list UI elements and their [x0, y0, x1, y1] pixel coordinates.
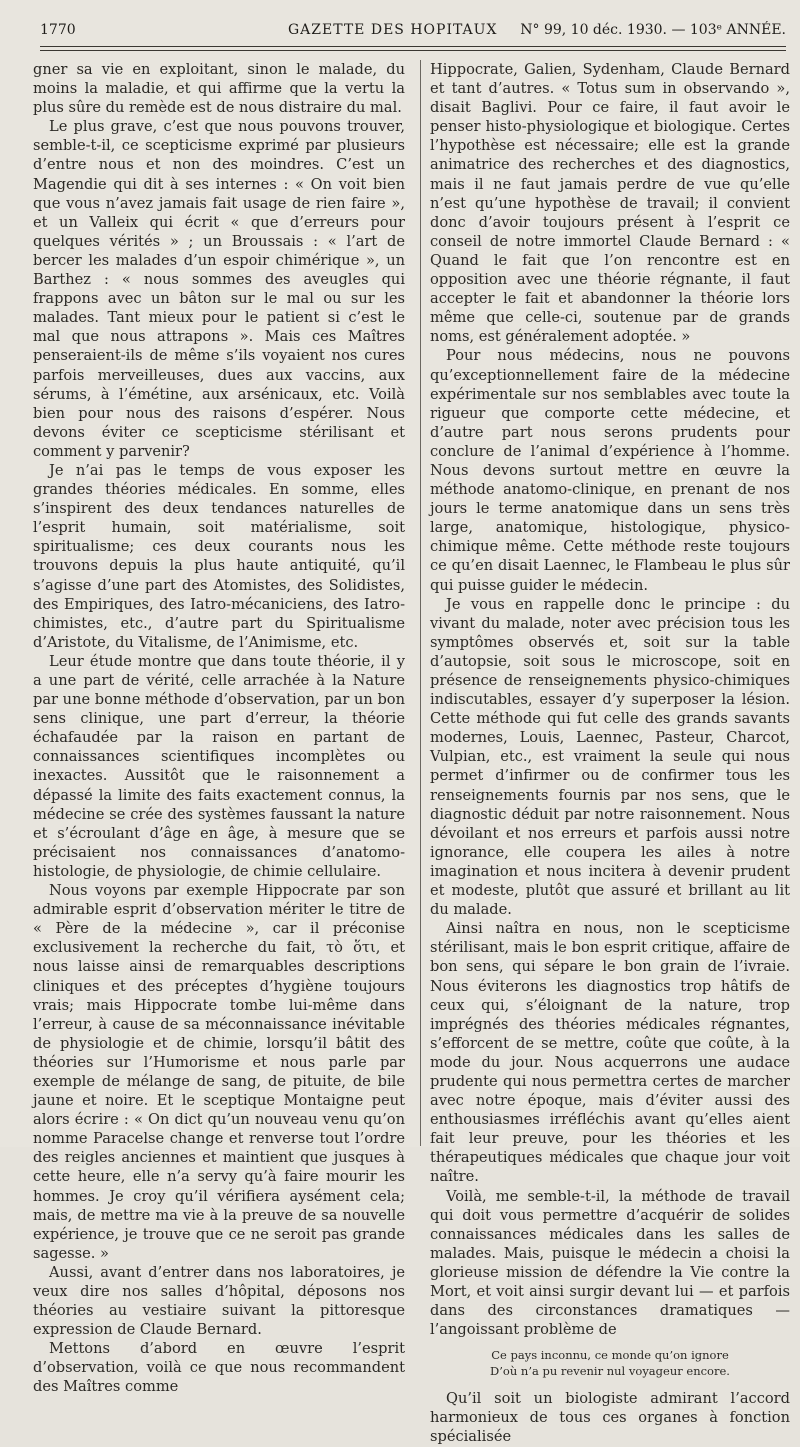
- paragraph: Je n’ai pas le temps de vous exposer les grandes théories médicales. En somme, elles s’inspirent des deux tendances naturelles de l’esprit humain, soit matérialisme, soit spiritualisme; ces deux courants nous les trouvons depuis la plus haute antiquité, qu’il s’agisse d’une part des Atomistes, des Solidistes, des Empiriques, des Iatro-mécaniciens, des Iatro-chimistes, etc., d’autre part du Spiritualisme d’Aristote, du Vitalisme, de l’Animisme, etc.: [33, 461, 405, 651]
- page-header: [40, 22, 786, 42]
- verse-line: D’où n’a pu revenir nul voyageur encore.: [490, 1364, 730, 1379]
- page-number: 1770: [40, 22, 76, 38]
- header-rule-bottom: [40, 50, 786, 51]
- issue-info: N° 99, 10 déc. 1930. — 103ᵉ ANNÉE.: [520, 22, 786, 38]
- paragraph: Leur étude montre que dans toute théorie, il y a une part de vérité, celle arrachée à la Nature par une bonne méthode d’observation, par un bon sens clinique, une part d’erreur, la théorie échafaudée par la raison en partant de connaissances scientifiques incomplètes ou inexactes. Aussitôt que le raisonnement a dépassé la limite des faits exactement connus, la médecine se crée des systèmes faussant la nature et s’écroulant d’âge en âge, à mesure que se précisaient nos connaissances d’anatomo-histologie, de physiologie, de chimie cellulaire.: [33, 652, 405, 880]
- paragraph: Je vous en rappelle donc le principe : du vivant du malade, noter avec précision tous les symptômes observés et, soit sur la table d’autopsie, soit sous le microscope, soit en présence de renseignements physico-chimiques indiscutables, essayer d’y superposer la lésion. Cette méthode qui fut celle des grands savants modernes, Louis, Laennec, Pasteur, Charcot, Vulpian, etc., est vraiment la seule qui nous permet d’infirmer ou de confirmer tous les renseignements fournis par nos sens, que le diagnostic déduit par notre raisonnement. Nous dévoilant et nos erreurs et parfois aussi notre ignorance, elle coupera les ailes à notre imagination et nous incitera à devenir prudent et modeste, plutôt que assuré et brillant au lit du malade.: [430, 595, 790, 919]
- paragraph: Aussi, avant d’entrer dans nos laboratoires, je veux dire nos salles d’hôpital, déposons nos théories au vestiaire suivant la pittoresque expression de Claude Bernard.: [33, 1263, 405, 1339]
- header-rule-top: [40, 46, 786, 47]
- journal-title: GAZETTE DES HOPITAUX: [288, 22, 498, 38]
- verse-line: Ce pays inconnu, ce monde qu’on ignore: [491, 1348, 729, 1363]
- paragraph: Ainsi naîtra en nous, non le scepticisme stérilisant, mais le bon esprit critique, affaire de bon sens, qui sépare le bon grain de l’ivraie. Nous éviterons les diagnostics trop hâtifs de ceux qui, s’éloignant de la nature, trop imprégnés des théories médicales régnantes, s’efforcent de se mettre, coûte que coûte, à la mode du jour. Nous acquerrons une audace prudente qui nous permettra certes de marcher avec notre époque, mais d’éviter aussi des enthousiasmes irréfléchis avant qu’elles aient fait leur preuve, pour les théories et les thérapeutiques médicales que chaque jour voit naître.: [430, 920, 790, 1186]
- paragraph: Mettons d’abord en œuvre l’esprit d’observation, voilà ce que nous recommandent des Maîtres comme: [33, 1340, 405, 1396]
- paragraph: gner sa vie en exploitant, sinon le malade, du moins la maladie, et qui affirme que la vertu la plus sûre du remède est de nous distraire du mal.: [33, 61, 405, 117]
- paragraph: Voilà, me semble-t-il, la méthode de travail qui doit vous permettre d’acquérir de solides connaissances médicales dans les salles de malades. Mais, puisque le médecin a choisi la glorieuse mission de défendre la Vie contre la Mort, et voit ainsi surgir devant lui — et parfois dans des circonstances dramatiques — l’angoissant problème de: [430, 1187, 790, 1339]
- paragraph: Qu’il soit un biologiste admirant l’accord harmonieux de tous ces organes à fonction spécialisée: [430, 1390, 790, 1446]
- paragraph: Hippocrate, Galien, Sydenham, Claude Bernard et tant d’autres. « Totus sum in observando », disait Baglivi. Pour ce faire, il faut avoir le penser histo-physiologique et biologique. Certes l’hypothèse est nécessaire; elle est la grande animatrice des recherches et des diagnostics, mais il ne faut jamais perdre de vue qu’elle n’est qu’une hypothèse de travail; il convient donc d’avoir toujours présent à l’esprit ce conseil de notre immortel Claude Bernard : « Quand le fait que l’on rencontre est en opposition avec une théorie régnante, il faut accepter le fait et abandonner la théorie lors même que celle-ci, soutenue par de grands noms, est généralement adoptée. »: [430, 61, 790, 346]
- paragraph: Le plus grave, c’est que nous pouvons trouver, semble-t-il, ce scepticisme exprimé par plusieurs d’entre nous et non des moindres. C’est un Magendie qui dit à ses internes : « On voit bien que vous n’avez jamais fait usage de rien faire », et un Valleix qui écrit « que d’erreurs pour quelques vérités » ; un Broussais : « l’art de bercer les malades d’un espoir chimérique », un Barthez : « nous sommes des aveugles qui frappons avec un bâton sur le mal ou sur les malades. Tant mieux pour le patient si c’est le mal que nous attrapons ». Mais ces Maîtres penseraient-ils de même s’ils voyaient nos cures parfois merveilleuses, dues aux vaccins, aux sérums, à l’émétine, aux arsénicaux, etc. Voilà bien pour nous des raisons d’espérer. Nous devons éviter ce scepticisme stérilisant et comment y parvenir?: [33, 118, 405, 460]
- verse-quote: [430, 1347, 790, 1379]
- left-column: [33, 60, 405, 1397]
- paragraph: Pour nous médecins, nous ne pouvons qu’exceptionnellement faire de la médecine expérimentale sur nos semblables avec toute la rigueur que comporte cette médecine, et d’autre part nous serons prudents pour conclure de l’animal d’expérience à l’homme. Nous devons surtout mettre en œuvre la méthode anatomo-clinique, en prenant de nos jours le terme anatomique dans un sens très large, anatomique, histologique, physico-chimique même. Cette méthode reste toujours ce qu’en disait Laennec, le Flambeau le plus sûr qui puisse guider le médecin.: [430, 347, 790, 594]
- column-divider: [420, 60, 421, 1146]
- right-column: [430, 60, 790, 1447]
- paragraph: Nous voyons par exemple Hippocrate par son admirable esprit d’observation mériter le titre de « Père de la médecine », car il préconise exclusivement la recherche du fait, τὸ ὅτι, et nous laisse ainsi de remarquables descriptions cliniques et des préceptes d’hygiène toujours vrais; mais Hippocrate tombe lui-même dans l’erreur, à cause de sa méconnaissance inévitable de physiologie et de chimie, lorsqu’il bâtit des théories sur l’Humorisme et nous parle par exemple de mélange de sang, de pituite, de bile jaune et noire. Et le sceptique Montaigne peut alors écrire : « On dict qu’un nouveau venu qu’on nomme Paracelse change et renverse tout l’ordre des reigles anciennes et maintient que jusques à cette heure, elle n’a servy qu’à faire mourir les hommes. Je croy qu’il vérifiera aysément cela; mais, de mettre ma vie à la preuve de sa nouvelle expérience, je trouve que ce ne seroit pas grande sagesse. »: [33, 882, 405, 1262]
